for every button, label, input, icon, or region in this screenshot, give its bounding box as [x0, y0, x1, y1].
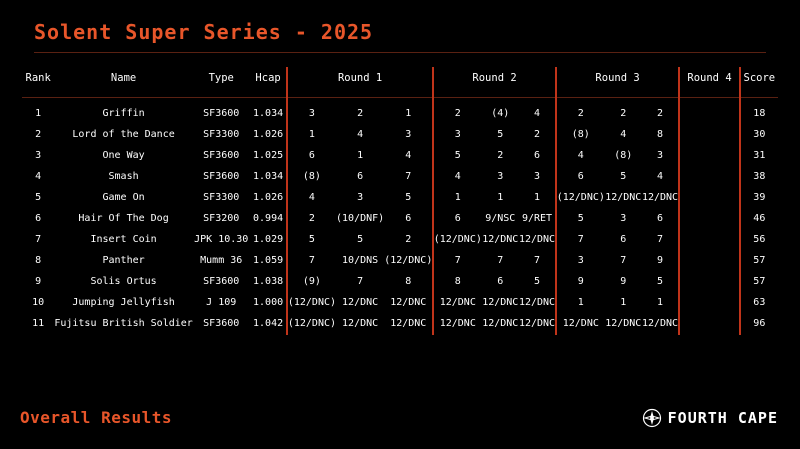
cell-r1-race3: 2	[405, 234, 412, 245]
cell-type: J 109	[206, 297, 237, 308]
brand-logo	[642, 408, 778, 428]
column-separator	[432, 208, 433, 229]
cell-score: 38	[753, 171, 766, 182]
cell-r3-race2: (8)	[614, 150, 633, 161]
footer-title: Overall Results	[20, 408, 172, 427]
column-separator	[555, 124, 556, 145]
cell-r1-race1: (9)	[302, 276, 321, 287]
column-separator	[678, 208, 679, 229]
cell-r4-race1	[680, 250, 700, 271]
cell-hcap: 1.025	[253, 150, 284, 161]
cell-r3-race1: 6	[577, 171, 584, 182]
cell-r3-race1: 2	[577, 108, 584, 119]
cell-r1-race3: 8	[405, 276, 412, 287]
column-separator	[287, 229, 288, 250]
column-separator	[678, 166, 679, 187]
column-separator	[739, 145, 740, 166]
column-separator	[555, 145, 556, 166]
column-separator	[432, 229, 433, 250]
cell-r3-race1: (8)	[571, 129, 590, 140]
cell-hcap: 1.059	[253, 255, 284, 266]
cell-r3-race3: 7	[657, 234, 664, 245]
cell-r3-race3: 2	[657, 108, 664, 119]
cell-r4-race3	[719, 187, 739, 208]
column-separator	[739, 103, 740, 124]
cell-r1-race2: 6	[357, 171, 364, 182]
cell-r4-race1	[680, 145, 700, 166]
cell-type: SF3600	[203, 171, 240, 182]
cell-r3-race2: 3	[620, 213, 627, 224]
cell-score: 46	[753, 213, 766, 224]
cell-score: 57	[753, 276, 766, 287]
cell-score: 18	[753, 108, 766, 119]
cell-r2-race3: 4	[533, 108, 541, 119]
cell-hcap: 1.034	[253, 108, 284, 119]
column-separator	[287, 187, 288, 208]
column-separator	[555, 166, 556, 187]
cell-r3-race1: 12/DNC	[562, 318, 599, 329]
cell-type: SF3300	[203, 192, 240, 203]
cell-r4-race2	[700, 208, 720, 229]
cell-r1-race2: 10/DNS	[342, 255, 379, 266]
table-row	[22, 103, 778, 124]
column-separator	[739, 250, 740, 271]
cell-r2-race2: 6	[497, 276, 504, 287]
cell-rank: 2	[35, 129, 42, 140]
cell-type: SF3200	[203, 213, 240, 224]
cell-r4-race2	[700, 103, 720, 124]
column-separator	[287, 124, 288, 145]
table-row	[22, 313, 778, 334]
cell-r3-race1: 9	[577, 276, 584, 287]
cell-r4-race3	[719, 292, 739, 313]
cell-r2-race1: 12/DNC	[439, 318, 476, 329]
column-separator	[432, 145, 433, 166]
column-separator	[678, 145, 679, 166]
cell-r4-race3	[719, 229, 739, 250]
table-row	[22, 145, 778, 166]
cell-r2-race2: 9/NSC	[485, 213, 516, 224]
col-header-rank: Rank	[25, 72, 51, 84]
cell-r4-race3	[719, 124, 739, 145]
cell-r2-race1: 12/DNC	[439, 297, 476, 308]
cell-r4-race2	[700, 166, 720, 187]
table-row	[22, 187, 778, 208]
column-separator	[678, 250, 679, 271]
header-row	[22, 68, 778, 92]
cell-r1-race3: 3	[405, 129, 412, 140]
column-separator	[432, 68, 433, 92]
cell-r2-race2: 12/DNC	[482, 297, 519, 308]
column-separator	[555, 187, 556, 208]
cell-r1-race2: 3	[357, 192, 364, 203]
cell-r2-race3: 12/DNC	[518, 318, 556, 329]
cell-r1-race2: 2	[357, 108, 364, 119]
cell-r2-race2: 12/DNC	[482, 234, 519, 245]
column-separator	[739, 68, 740, 92]
cell-type: SF3600	[203, 276, 240, 287]
table-row	[22, 271, 778, 292]
column-separator	[678, 124, 679, 145]
column-separator	[739, 292, 740, 313]
cell-r1-race2: 12/DNC	[342, 318, 379, 329]
cell-r4-race1	[680, 187, 700, 208]
cell-name: Griffin	[102, 108, 145, 119]
cell-r1-race1: 4	[308, 192, 315, 203]
cell-r3-race3: 12/DNC	[641, 192, 679, 203]
cell-r2-race2: 2	[497, 150, 504, 161]
column-separator	[432, 313, 433, 334]
cell-r1-race1: 1	[308, 129, 315, 140]
cell-r1-race1: 7	[308, 255, 315, 266]
cell-r1-race3: (12/DNC)	[384, 255, 433, 266]
cell-r4-race2	[700, 145, 720, 166]
cell-r2-race3: 2	[533, 129, 541, 140]
column-separator	[432, 250, 433, 271]
column-separator	[432, 292, 433, 313]
cell-hcap: 1.026	[253, 129, 284, 140]
cell-r3-race2: 7	[620, 255, 627, 266]
cell-r1-race3: 12/DNC	[390, 318, 427, 329]
cell-r2-race2: 3	[497, 171, 504, 182]
cell-rank: 4	[35, 171, 42, 182]
column-separator	[678, 271, 679, 292]
cell-name: Smash	[108, 171, 139, 182]
cell-hcap: 1.026	[253, 192, 284, 203]
column-separator	[287, 271, 288, 292]
column-separator	[287, 250, 288, 271]
cell-score: 57	[753, 255, 766, 266]
cell-name: Lord of the Dance	[72, 129, 175, 140]
cell-r3-race3: 4	[657, 171, 664, 182]
cell-name: Jumping Jellyfish	[72, 297, 175, 308]
cell-rank: 8	[35, 255, 42, 266]
cell-r2-race1: 4	[454, 171, 461, 182]
cell-r2-race2: 7	[497, 255, 504, 266]
col-header-round3: Round 3	[595, 72, 640, 84]
cell-r4-race2	[700, 250, 720, 271]
cell-r3-race3: 12/DNC	[641, 318, 679, 329]
table-body	[22, 103, 778, 334]
cell-r1-race1: (8)	[302, 171, 321, 182]
cell-r1-race3: 6	[405, 213, 412, 224]
cell-r4-race2	[700, 124, 720, 145]
column-separator	[555, 292, 556, 313]
title-divider	[34, 52, 766, 53]
cell-score: 63	[753, 297, 766, 308]
cell-r1-race3: 1	[405, 108, 412, 119]
cell-r1-race3: 12/DNC	[390, 297, 427, 308]
cell-r1-race1: 5	[308, 234, 315, 245]
cell-r3-race2: 12/DNC	[605, 192, 642, 203]
cell-score: 31	[753, 150, 766, 161]
cell-r2-race2: (4)	[491, 108, 510, 119]
column-separator	[739, 187, 740, 208]
cell-r3-race3: 5	[657, 276, 664, 287]
cell-rank: 6	[35, 213, 42, 224]
cell-r4-race1	[680, 124, 700, 145]
col-header-type: Type	[208, 72, 234, 84]
cell-r3-race1: 4	[577, 150, 584, 161]
column-separator	[678, 313, 679, 334]
cell-r1-race2: 4	[357, 129, 364, 140]
column-separator	[739, 313, 740, 334]
brand-name: FOURTH CAPE	[667, 409, 778, 427]
cell-r2-race3: 1	[533, 192, 541, 203]
cell-r3-race2: 9	[620, 276, 627, 287]
column-separator	[287, 208, 288, 229]
cell-r4-race1	[680, 103, 700, 124]
cell-r1-race2: 5	[357, 234, 364, 245]
table-row	[22, 250, 778, 271]
column-separator	[555, 103, 556, 124]
cell-rank: 9	[35, 276, 42, 287]
cell-r3-race3: 8	[657, 129, 664, 140]
cell-r2-race3: 6	[533, 150, 541, 161]
cell-name: Panther	[102, 255, 145, 266]
cell-r2-race1: 8	[454, 276, 461, 287]
cell-score: 30	[753, 129, 766, 140]
cell-r4-race3	[719, 208, 739, 229]
cell-r2-race1: 7	[454, 255, 461, 266]
cell-rank: 3	[35, 150, 42, 161]
cell-r2-race3: 9/RET	[521, 213, 553, 224]
cell-r3-race3: 1	[657, 297, 664, 308]
cell-r2-race3: 7	[533, 255, 541, 266]
table-row	[22, 229, 778, 250]
cell-r4-race1	[680, 208, 700, 229]
cell-r1-race1: 2	[308, 213, 315, 224]
cell-r4-race1	[680, 292, 700, 313]
col-header-hcap: Hcap	[255, 72, 281, 84]
cell-r3-race3: 6	[657, 213, 664, 224]
cell-r2-race2: 5	[497, 129, 504, 140]
cell-name: Hair Of The Dog	[78, 213, 169, 224]
cell-name: Game On	[102, 192, 145, 203]
cell-r2-race1: 3	[454, 129, 461, 140]
cell-r4-race2	[700, 313, 720, 334]
table-row	[22, 166, 778, 187]
cell-r1-race1: (12/DNC)	[287, 318, 337, 329]
column-separator	[555, 208, 556, 229]
cell-hcap: 1.029	[253, 234, 284, 245]
col-header-name: Name	[110, 72, 137, 84]
cell-score: 56	[753, 234, 766, 245]
column-separator	[678, 292, 679, 313]
cell-r3-race2: 5	[620, 171, 627, 182]
cell-name: Fujitsu British Soldier	[54, 318, 193, 329]
cell-r4-race3	[719, 271, 739, 292]
cell-rank: 5	[35, 192, 42, 203]
cell-type: SF3600	[203, 108, 240, 119]
cell-r1-race2: 7	[357, 276, 364, 287]
column-separator	[555, 68, 556, 92]
cell-name: Insert Coin	[90, 234, 157, 245]
column-separator	[432, 187, 433, 208]
cell-r3-race1: 3	[577, 255, 584, 266]
cell-r1-race3: 4	[405, 150, 412, 161]
column-separator	[287, 145, 288, 166]
cell-r3-race1: 7	[577, 234, 584, 245]
column-separator	[287, 103, 288, 124]
cell-name: Solis Ortus	[90, 276, 157, 287]
table-row	[22, 208, 778, 229]
cell-r2-race1: 2	[454, 108, 461, 119]
col-header-round4: Round 4	[687, 72, 732, 84]
cell-hcap: 1.000	[253, 297, 284, 308]
cell-r4-race1	[680, 229, 700, 250]
cell-r1-race1: (12/DNC)	[287, 297, 337, 308]
page-title: Solent Super Series - 2025	[34, 20, 374, 44]
cell-r1-race1: 6	[308, 150, 315, 161]
cell-score: 39	[753, 192, 766, 203]
cell-r1-race2: 1	[357, 150, 364, 161]
cell-r1-race3: 5	[405, 192, 412, 203]
column-separator	[739, 271, 740, 292]
cell-r1-race3: 7	[405, 171, 412, 182]
cell-r3-race2: 6	[620, 234, 627, 245]
cell-r4-race2	[700, 229, 720, 250]
cell-r2-race1: 6	[454, 213, 461, 224]
cell-r3-race2: 4	[620, 129, 627, 140]
column-separator	[739, 124, 740, 145]
cell-type: SF3600	[203, 150, 240, 161]
column-separator	[287, 166, 288, 187]
column-separator	[678, 103, 679, 124]
results-table	[22, 68, 778, 334]
cell-r4-race3	[719, 103, 739, 124]
cell-r4-race3	[719, 166, 739, 187]
column-separator	[287, 292, 288, 313]
cell-type: SF3300	[203, 129, 240, 140]
column-separator	[287, 68, 288, 92]
column-separator	[432, 166, 433, 187]
column-separator	[739, 166, 740, 187]
cell-hcap: 1.038	[253, 276, 284, 287]
cell-r2-race2: 12/DNC	[482, 318, 519, 329]
cell-r4-race2	[700, 271, 720, 292]
cell-r3-race1: (12/DNC)	[556, 192, 605, 203]
cell-type: SF3600	[203, 318, 240, 329]
column-separator	[287, 313, 288, 334]
cell-rank: 1	[35, 108, 42, 119]
cell-rank: 11	[32, 318, 45, 329]
cell-name: One Way	[102, 150, 145, 161]
column-separator	[739, 208, 740, 229]
cell-score: 96	[753, 318, 766, 329]
column-separator	[678, 68, 679, 92]
cell-r2-race1: 1	[454, 192, 461, 203]
header-divider	[22, 92, 778, 103]
column-separator	[555, 250, 556, 271]
column-separator	[432, 124, 433, 145]
col-header-round2: Round 2	[472, 72, 517, 84]
cell-r4-race3	[719, 313, 739, 334]
cell-r3-race3: 9	[657, 255, 664, 266]
cell-rank: 10	[32, 297, 45, 308]
column-separator	[555, 313, 556, 334]
cell-r2-race1: 5	[454, 150, 461, 161]
cell-hcap: 1.034	[253, 171, 284, 182]
column-separator	[432, 103, 433, 124]
column-separator	[555, 229, 556, 250]
cell-r4-race1	[680, 166, 700, 187]
column-separator	[678, 187, 679, 208]
cell-type: JPK 10.30	[194, 234, 249, 245]
col-header-round1: Round 1	[337, 72, 383, 84]
cell-r4-race3	[719, 250, 739, 271]
compass-icon	[642, 408, 662, 428]
column-separator	[432, 271, 433, 292]
column-separator	[739, 229, 740, 250]
cell-r4-race2	[700, 187, 720, 208]
cell-r4-race3	[719, 145, 739, 166]
cell-r1-race2: 12/DNC	[342, 297, 379, 308]
cell-r2-race3: 12/DNC	[518, 297, 556, 308]
cell-r4-race1	[680, 313, 700, 334]
cell-r3-race2: 12/DNC	[605, 318, 642, 329]
table-row	[22, 124, 778, 145]
cell-rank: 7	[35, 234, 42, 245]
cell-r3-race1: 1	[577, 297, 584, 308]
cell-r2-race3: 3	[533, 171, 541, 182]
cell-r3-race3: 3	[657, 150, 664, 161]
cell-r1-race1: 3	[308, 108, 315, 119]
table-header	[22, 68, 778, 103]
cell-r2-race1: (12/DNC)	[433, 234, 482, 245]
cell-type: Mumm 36	[200, 255, 243, 266]
cell-hcap: 1.042	[253, 318, 284, 329]
cell-hcap: 0.994	[253, 213, 284, 224]
column-separator	[678, 229, 679, 250]
column-separator	[555, 271, 556, 292]
cell-r2-race3: 5	[533, 276, 541, 287]
cell-r4-race1	[680, 271, 700, 292]
cell-r3-race1: 5	[577, 213, 584, 224]
table-row	[22, 292, 778, 313]
cell-r3-race2: 2	[620, 108, 627, 119]
cell-r1-race2: (10/DNF)	[336, 213, 385, 224]
cell-r4-race2	[700, 292, 720, 313]
col-header-score: Score	[743, 72, 776, 84]
cell-r2-race3: 12/DNC	[518, 234, 556, 245]
cell-r3-race2: 1	[620, 297, 627, 308]
cell-r2-race2: 1	[497, 192, 504, 203]
